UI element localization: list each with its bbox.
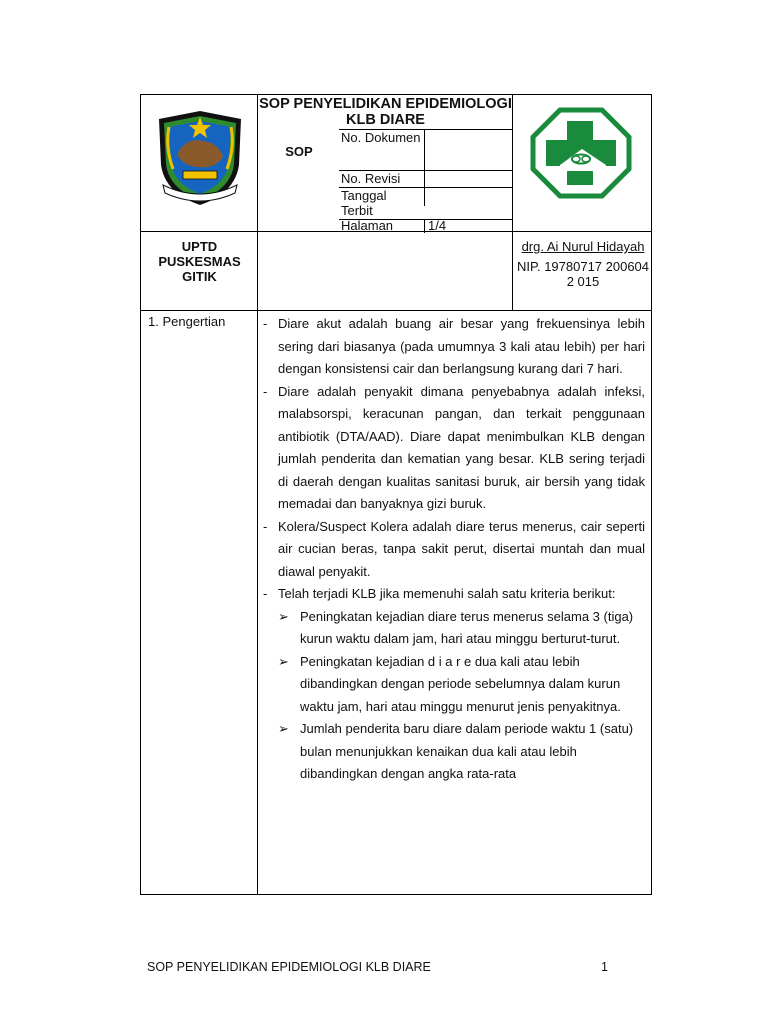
criteria-item: ➢ Jumlah penderita baru diare dalam periode waktu 1 (satu) bulan menunjukkan kenaikan dua kali atau lebih dibandingkan dengan angka rata-rata [263,718,645,786]
document-meta-table [339,129,512,233]
criteria-item: ➢ Peningkatan kejadian diare terus menerus selama 3 (tiga) kurun waktu dalam jam, hari atau minggu berturut-turut. [263,606,645,651]
footer-title: SOP PENYELIDIKAN EPIDEMIOLOGI KLB DIARE [147,960,431,974]
arrow-bullet-icon: ➢ [278,653,289,669]
meta-row-date [339,188,512,220]
meta-label: No. Dokumen [341,130,421,145]
meta-row-revision [339,171,512,188]
criteria-item: ➢ Peningkatan kejadian d i a r e dua kali atau lebih dibandingkan dengan periode sebelumnya dalam kurun waktu jam, hari atau minggu menurut jenis penyakitnya. [263,651,645,719]
definition-paragraph: - Kolera/Suspect Kolera adalah diare terus menerus, cair seperti air cucian beras, tanpa sakit perut, disertai muntah dan mual diawal penyakit. [263,518,645,579]
divider [512,95,513,231]
arrow-bullet-icon: ➢ [278,721,289,736]
section-content [263,313,645,786]
signature-block [513,239,653,289]
section-label: 1. Pengertian [148,314,226,329]
arrow-bullet-icon: ➢ [278,608,289,624]
unit-name: UPTD PUSKESMAS GITIK [158,239,241,284]
meta-label: No. Revisi [341,171,401,186]
sop-label: SOP [285,144,313,159]
meta-row-document [339,130,512,171]
definition-paragraph: - Diare akut adalah buang air besar yang frekuensinya lebih sering dari biasanya (pada umumnya 3 kali atau lebih) per hari dengan konsistensi cair dan berlangsung kurang dari 7 hari. [263,316,645,376]
banyuwangi-emblem-icon [155,107,245,209]
meta-value: 1/4 [428,218,447,233]
signer-name: drg. Ai Nurul Hidayah [521,239,645,254]
section-table [140,310,652,895]
unit-info-row [140,231,652,311]
puskesmas-logo-icon [530,107,632,199]
divider [257,311,258,894]
divider [257,95,258,231]
meta-label: Tanggal Terbit [341,188,387,218]
sop-header-table [140,94,652,232]
page-number: 1 [601,960,608,974]
document-title: SOP PENYELIDIKAN EPIDEMIOLOGI KLB DIARE [259,96,512,128]
meta-label: Halaman [341,218,394,233]
definition-paragraph: - Telah terjadi KLB jika memenuhi salah satu kriteria berikut: [263,586,616,601]
signer-nip: NIP. 19780717 200604 2 015 [516,259,650,289]
definition-paragraph: - Diare adalah penyakit dimana penyebabnya adalah infeksi, malabsorspi, keracunan pangan, dan terkait penggunaan antibiotik (DTA/AAD). Diare dapat menimbulkan KLB dengan jumlah penderita dan kematian yang besar. KLB sering terjadi di daerah dengan kualitas sanitasi buruk, air bersih yang tidak memadai dan banyaknya gizi buruk. [263,383,645,511]
